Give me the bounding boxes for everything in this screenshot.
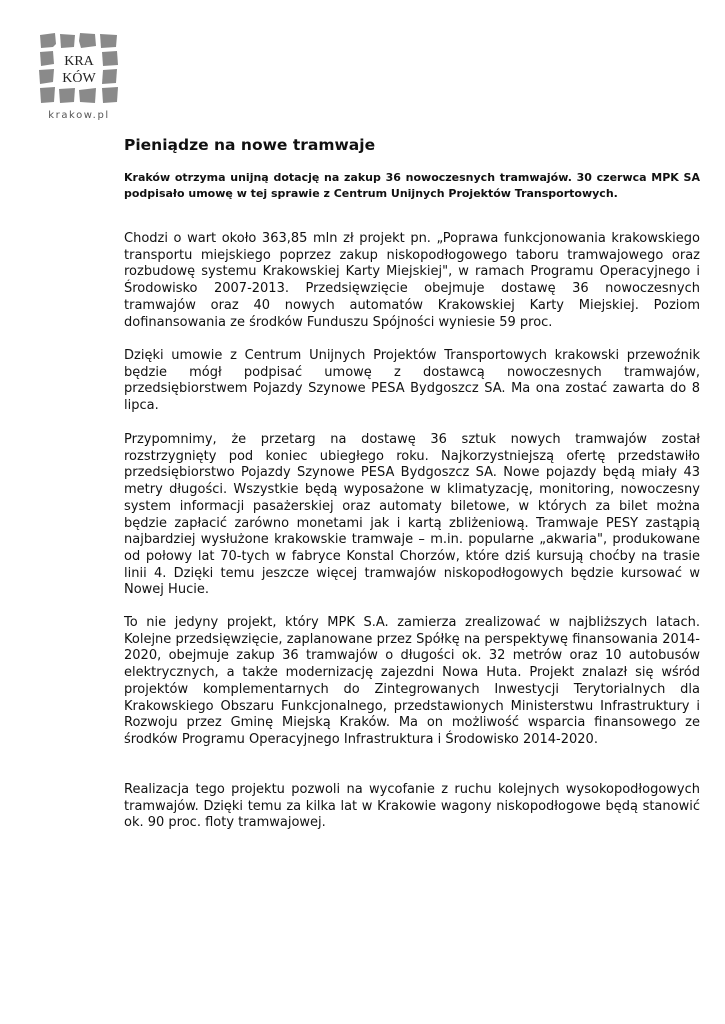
logo-caption: krakow.pl <box>48 110 110 121</box>
krakow-logo <box>38 32 120 122</box>
article-title: Pieniądze na nowe tramwaje <box>124 136 376 154</box>
article-paragraph: To nie jedyny projekt, który MPK S.A. zamierza zrealizować w najbliższych latach. Kolejne przedsięwzięcie, zaplanowane przez Spółkę na perspektywę finansowania 2014-2020, obejmuje zakup 36 tramwajów o długości ok. 32 metrów oraz 10 autobusów elektrycznych, a także modernizację zajezdni Nowa Huta. Projekt znalazł się wśród projektów komplementarnych do Zintegrowanych Inwestycji Terytorialnych dla Krakowskiego Obszaru Funkcjonalnego, przedstawionych Ministerstwu Infrastruktury i Rozwoju przez Gminę Miejską Kraków. Ma on możliwość wsparcia finansowego ze środków Programu Operacyjnego Infrastruktura i Środowisko 2014-2020. <box>124 615 700 747</box>
article-paragraph: Przypomnimy, że przetarg na dostawę 36 sztuk nowych tramwajów został rozstrzygnięty pod koniec ubiegłego roku. Najkorzystniejszą ofertę przedstawiło przedsiębiorstwo Pojazdy Szynowe PESA Bydgoszcz SA. Nowe pojazdy będą miały 43 metry długości. Wszystkie będą wyposażone w klimatyzację, monitoring, nowoczesny system informacji pasażerskiej oraz automaty biletowe, w których za bilet można będzie zapłacić zarówno monetami jak i kartą zbliżeniową. Tramwaje PESY zastąpią najbardziej wysłużone krakowskie tramwaje – m.in. popularne „akwaria", produkowane od połowy lat 70-tych w fabryce Konstal Chorzów, które dziś kursują choćby na trasie linii 4. Dzięki temu jeszcze więcej tramwajów niskopodłogowych będzie kursować w Nowej Hucie. <box>124 432 700 598</box>
logo-line-2: KÓW <box>62 71 96 86</box>
krakow-logo-mark <box>38 32 120 110</box>
logo-line-1: KRA <box>64 54 94 69</box>
article-paragraph: Realizacja tego projektu pozwoli na wycofanie z ruchu kolejnych wysokopodłogowych tramwajów. Dzięki temu za kilka lat w Krakowie wagony niskopodłogowe będą stanowić ok. 90 proc. floty tramwajowej. <box>124 782 700 831</box>
article-lead: Kraków otrzyma unijną dotację na zakup 36 nowoczesnych tramwajów. 30 czerwca MPK SA podpisało umowę w tej sprawie z Centrum Unijnych Projektów Transportowych. <box>124 171 700 200</box>
article-paragraph: Chodzi o wart około 363,85 mln zł projekt pn. „Poprawa funkcjonowania krakowskiego transportu miejskiego poprzez zakup niskopodłogowego taboru tramwajowego oraz rozbudowę systemu Krakowskiej Karty Miejskiej", w ramach Programu Operacyjnego i Środowisko 2007-2013. Przedsięwzięcie obejmuje dostawę 36 nowoczesnych tramwajów oraz 40 nowych automatów Krakowskiej Karty Miejskiej. Poziom dofinansowania ze środków Funduszu Spójności wyniesie 59 proc. <box>124 231 700 330</box>
article-paragraph: Dzięki umowie z Centrum Unijnych Projektów Transportowych krakowski przewoźnik będzie mógł podpisać umowę z dostawcą nowoczesnych tramwajów, przedsiębiorstwem Pojazdy Szynowe PESA Bydgoszcz SA. Ma ona zostać zawarta do 8 lipca. <box>124 348 700 414</box>
